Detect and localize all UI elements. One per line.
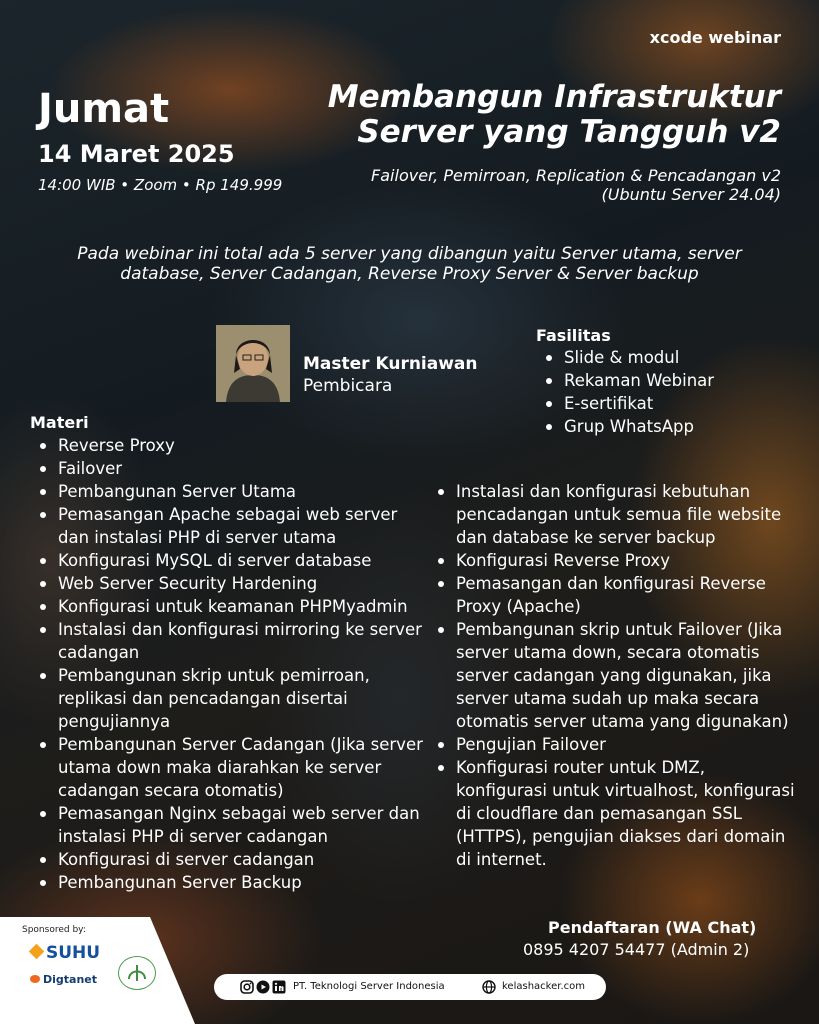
list-item: Pembangunan skrip untuk pemirroan, replikasi dan pencadangan disertai pengujiannya	[30, 664, 430, 733]
event-day: Jumat	[38, 86, 170, 132]
instagram-icon[interactable]	[240, 980, 254, 994]
registration-heading: Pendaftaran (WA Chat)	[548, 918, 757, 937]
fasilitas-list	[536, 346, 714, 438]
list-item: Slide & modul	[536, 346, 714, 369]
youtube-icon[interactable]	[256, 980, 270, 994]
partner-seal-icon	[118, 956, 156, 990]
speaker-photo	[216, 325, 290, 402]
footer-company: PT. Teknologi Server Indonesia	[293, 981, 445, 992]
list-item: Pembangunan Server Utama	[30, 480, 430, 503]
digtanet-logo-icon	[30, 975, 40, 983]
list-item: Grup WhatsApp	[536, 415, 714, 438]
list-item: Pengujian Failover	[428, 733, 798, 756]
webinar-description: Pada webinar ini total ada 5 server yang dibangun yaitu Server utama, server database, Server Cadangan, Reverse Proxy Server & Server backup	[77, 244, 742, 284]
list-item: Pemasangan Apache sebagai web server dan instalasi PHP di server utama	[30, 503, 430, 549]
list-item: Konfigurasi untuk keamanan PHPMyadmin	[30, 595, 430, 618]
speaker-name: Master Kurniawan	[303, 354, 478, 374]
list-item: Konfigurasi Reverse Proxy	[428, 549, 798, 572]
fasilitas-heading: Fasilitas	[536, 326, 611, 345]
list-item: Pemasangan Nginx sebagai web server dan instalasi PHP di server cadangan	[30, 802, 430, 848]
globe-icon[interactable]	[482, 980, 496, 994]
list-item: Konfigurasi MySQL di server database	[30, 549, 430, 572]
list-item: Instalasi dan konfigurasi mirroring ke server cadangan	[30, 618, 430, 664]
list-item: Pemasangan dan konfigurasi Reverse Proxy (Apache)	[428, 572, 798, 618]
list-item: Failover	[30, 457, 430, 480]
materi-heading: Materi	[30, 413, 89, 432]
footer-website-link[interactable]: kelashacker.com	[502, 981, 585, 992]
list-item: Pembangunan Server Cadangan (Jika server utama down maka diarahkan ke server cadangan secara otomatis)	[30, 733, 430, 802]
list-item: Reverse Proxy	[30, 434, 430, 457]
event-info: 14:00 WIB • Zoom • Rp 149.999	[38, 176, 283, 194]
list-item: Konfigurasi router untuk DMZ, konfigurasi untuk virtualhost, konfigurasi di cloudflare dan pemasangan SSL (HTTPS), pengujian diakses dari domain di internet.	[428, 756, 798, 871]
list-item: Pembangunan Server Backup	[30, 871, 430, 894]
materi-list-right	[428, 480, 798, 871]
speaker-portrait-icon	[216, 325, 290, 402]
linkedin-icon[interactable]	[272, 980, 286, 994]
list-item: Rekaman Webinar	[536, 369, 714, 392]
list-item: Instalasi dan konfigurasi kebutuhan pencadangan untuk semua file website dan database ke server backup	[428, 480, 798, 549]
event-date: 14 Maret 2025	[38, 140, 235, 168]
list-item: Konfigurasi di server cadangan	[30, 848, 430, 871]
brand-label: xcode webinar	[649, 28, 781, 47]
webinar-title: Membangun Infrastruktur Server yang Tangguh v2	[327, 79, 781, 150]
sponsor-suhu: SUHU	[46, 943, 101, 963]
list-item: E-sertifikat	[536, 392, 714, 415]
sponsor-digtanet: Digtanet	[43, 973, 98, 986]
speaker-role: Pembicara	[303, 376, 393, 396]
registration-phone[interactable]: 0895 4207 54477 (Admin 2)	[523, 940, 750, 959]
list-item: Web Server Security Hardening	[30, 572, 430, 595]
webinar-subtitle: Failover, Pemirroan, Replication & Pencadangan v2 (Ubuntu Server 24.04)	[371, 166, 781, 204]
materi-list-left	[30, 434, 430, 894]
sponsor-label: Sponsored by:	[22, 925, 86, 935]
list-item: Pembangunan skrip untuk Failover (Jika server utama down, secara otomatis server cadangan yang digunakan, jika server utama sudah up maka secara otomatis server utama yang digunakan)	[428, 618, 798, 733]
